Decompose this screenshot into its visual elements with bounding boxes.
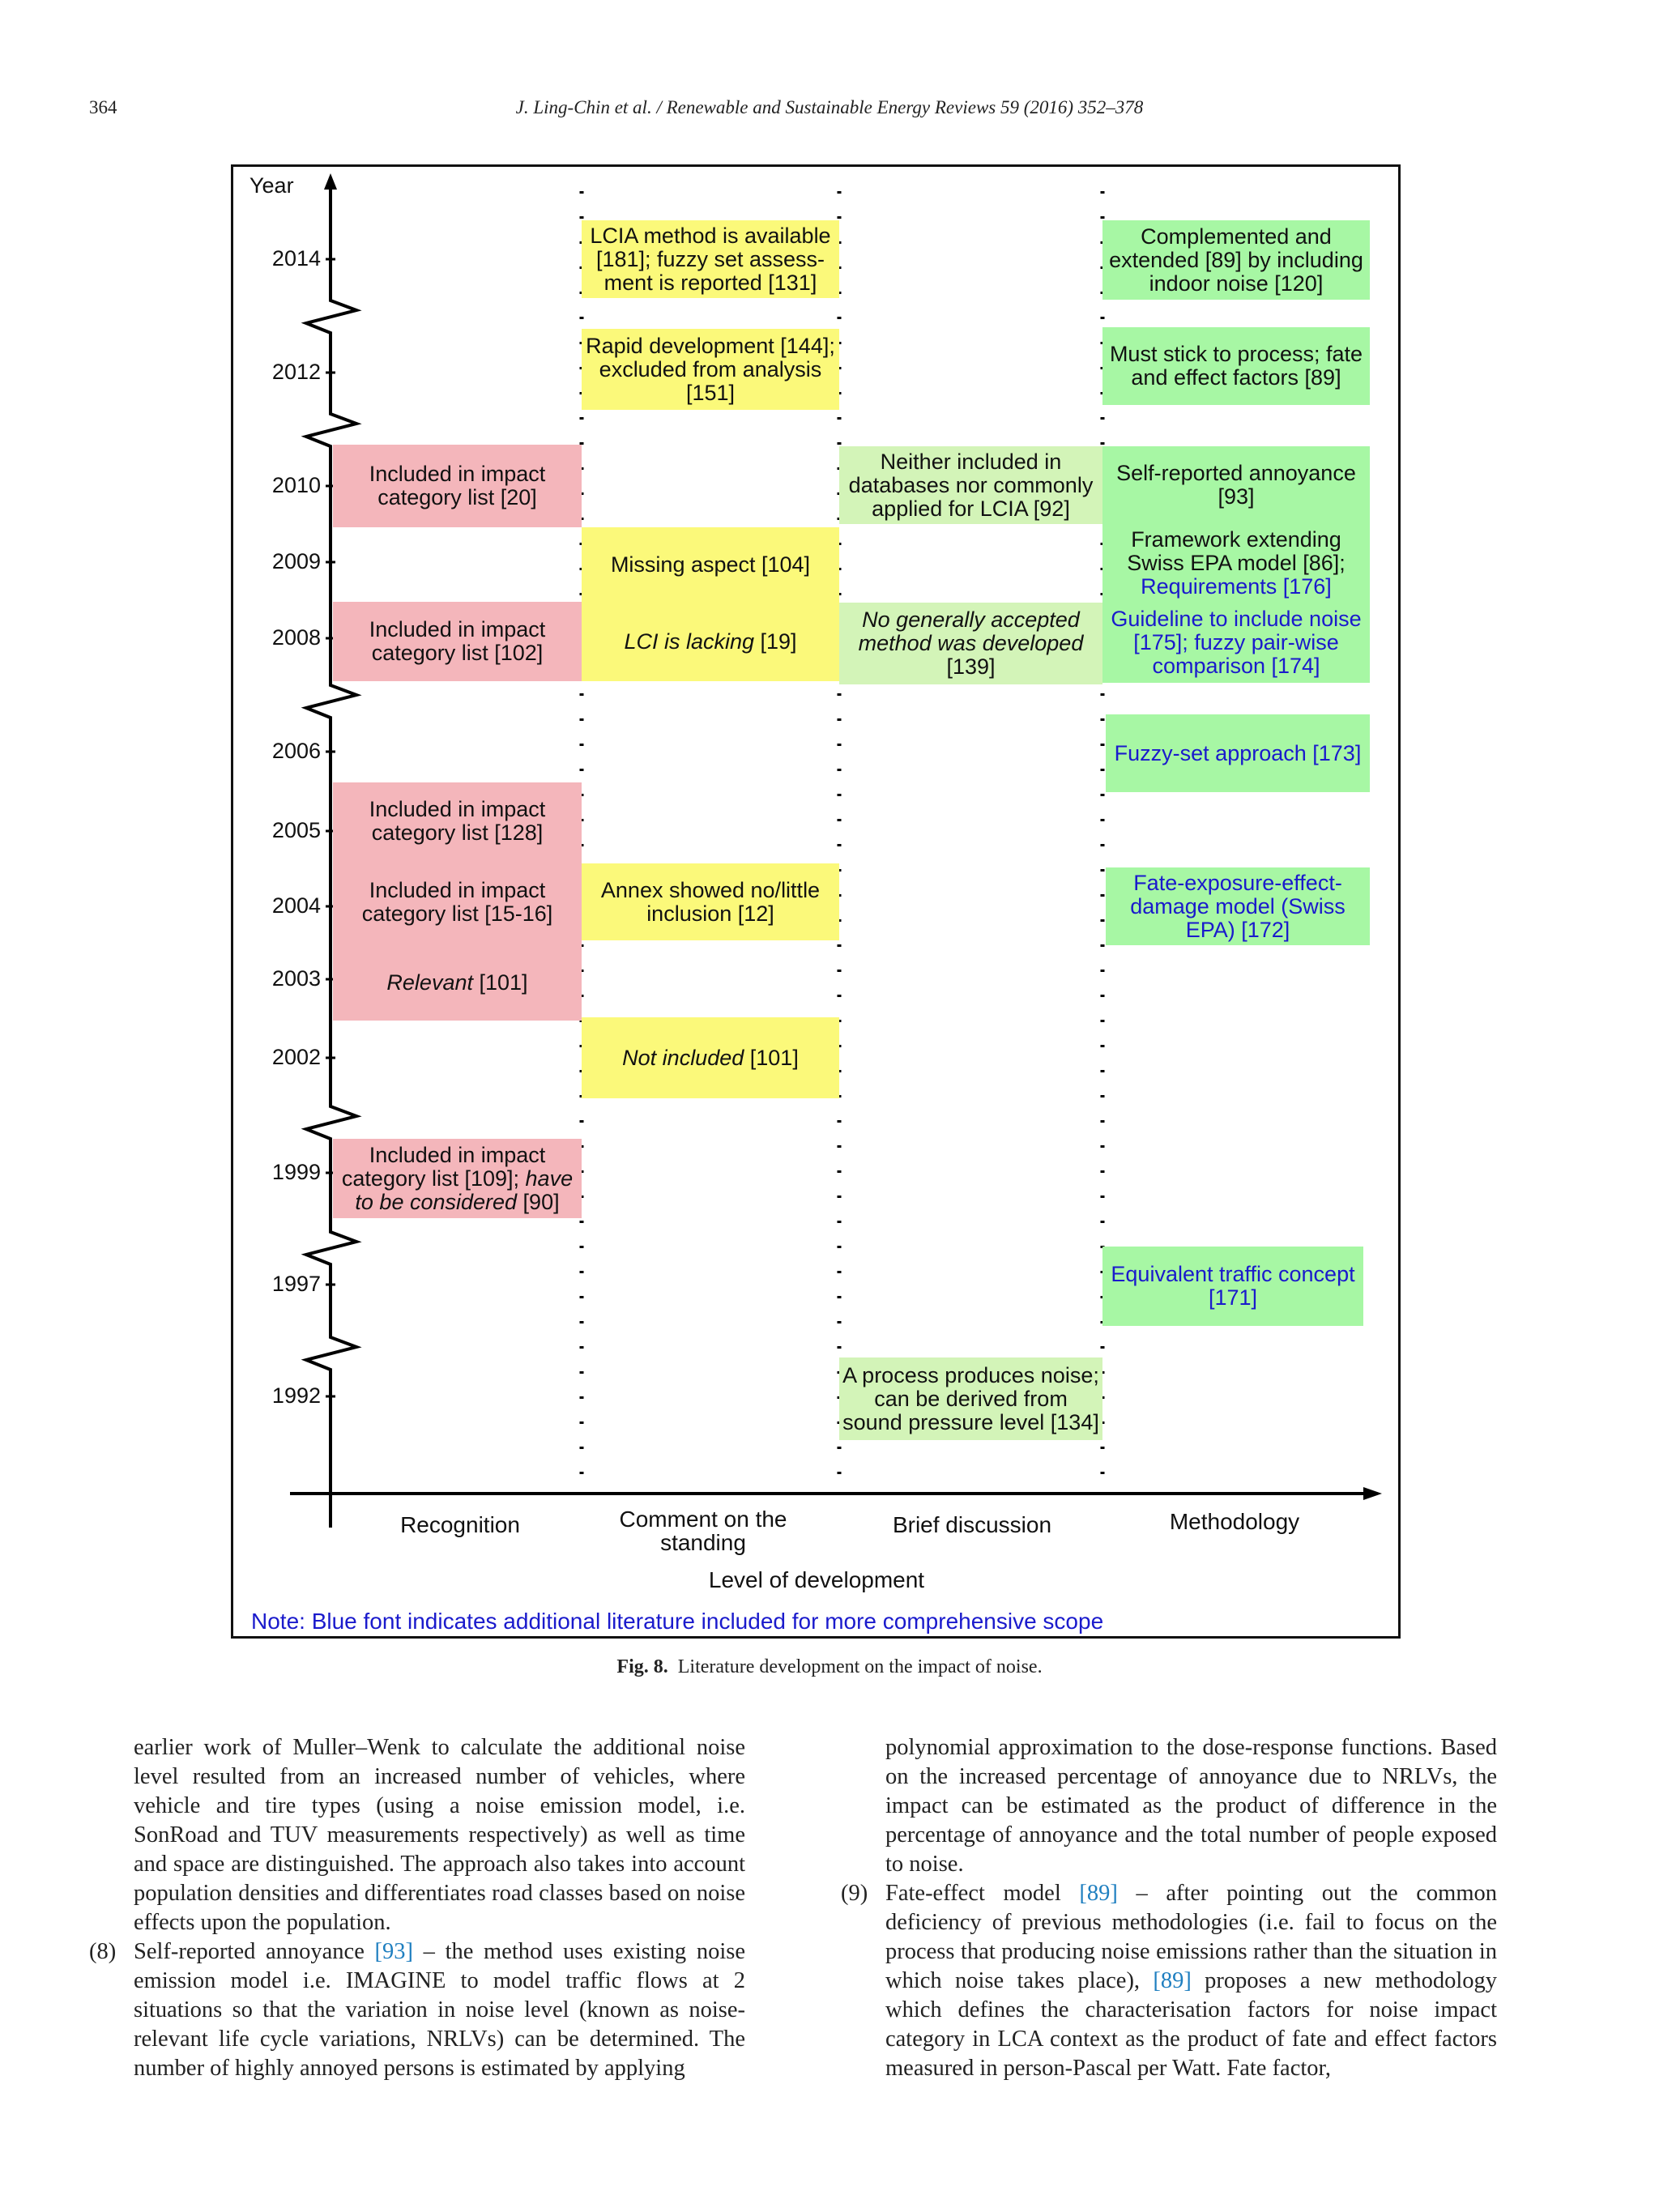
page-number: 364 bbox=[89, 97, 117, 117]
year-label: 2014 bbox=[271, 246, 321, 271]
figure-8 bbox=[231, 164, 1401, 1639]
method-2009-blue-text: Requirements [176] bbox=[1141, 573, 1332, 599]
comment-2002-ref: [101] bbox=[744, 1045, 799, 1070]
comment-2009-box: Missing aspect [104] bbox=[582, 527, 839, 602]
right-column bbox=[841, 1733, 1497, 2083]
item-text: – the method uses existing noise emission model i.e. IMAGINE to model traffic flows at 2 situations so that the variation in noise level (known as noise-relevant life cycle variations, NRLVs) can be determined. The number of highly annoyed persons is estimated by applying bbox=[134, 1939, 745, 2081]
year-label: 2002 bbox=[271, 1045, 321, 1069]
year-label: 2006 bbox=[271, 739, 321, 763]
item-number: (9) bbox=[841, 1881, 868, 1906]
method-2009-box bbox=[1102, 524, 1370, 602]
year-label: 1997 bbox=[271, 1272, 321, 1296]
recognition-1999-italic: have to be considered bbox=[355, 1166, 574, 1214]
method-2004-box: Fate-exposure-effect-damage model (Swiss EPA) [172] bbox=[1106, 867, 1370, 945]
item-text: – after pointing out the common deficiency of previous methodologies (i.e. fail to focus on the process that producing noise emissions rather than the situation in which noise takes place), bbox=[885, 1881, 1497, 1993]
recognition-2003-ref: [101] bbox=[473, 970, 528, 995]
method-2010-box: Self-reported annoyance [93] bbox=[1102, 446, 1370, 524]
list-item-9 bbox=[841, 1879, 1497, 2083]
year-label: 2003 bbox=[271, 966, 321, 991]
caption-label: Fig. 8. bbox=[616, 1656, 668, 1677]
year-label: 2012 bbox=[271, 360, 321, 384]
method-2014-box: Complemented and extended [89] by including indoor noise [120] bbox=[1102, 220, 1370, 300]
comment-2004-box: Annex showed no/little inclusion [12] bbox=[582, 863, 839, 940]
recognition-2003-box bbox=[333, 944, 582, 1021]
item-title: Self-reported annoyance bbox=[134, 1939, 375, 1964]
x-label-recognition: Recognition bbox=[400, 1512, 520, 1537]
brief-2010-box: Neither included in databases nor commonly applied for LCIA [92] bbox=[839, 446, 1102, 524]
figure-note: Note: Blue font indicates additional literature included for more comprehensive scope bbox=[251, 1609, 1104, 1634]
year-label: 2008 bbox=[271, 625, 321, 650]
citation-link[interactable]: [93] bbox=[374, 1939, 413, 1964]
x-label-comment: Comment on the standing bbox=[619, 1507, 787, 1555]
comment-2002-text: Not included bbox=[622, 1045, 744, 1070]
figure-caption bbox=[0, 1656, 1659, 1678]
year-label: 2005 bbox=[271, 818, 321, 842]
method-1997-box: Equivalent traffic concept [171] bbox=[1102, 1247, 1363, 1326]
x-axis-title: Level of development bbox=[708, 1567, 925, 1592]
year-label: 1999 bbox=[271, 1160, 321, 1184]
recognition-1999-box bbox=[333, 1139, 582, 1218]
brief-1992-box: A process produces noise; can be derived from sound pressure level [134] bbox=[839, 1357, 1102, 1440]
x-label-methodology: Methodology bbox=[1169, 1509, 1300, 1534]
caption-text: Literature development on the impact of noise. bbox=[677, 1656, 1043, 1677]
comment-2008-text: LCI is lacking bbox=[624, 629, 755, 654]
comment-2002-box bbox=[582, 1017, 839, 1098]
recognition-1999-ref: [90] bbox=[517, 1189, 560, 1214]
item-title: Fate-effect model bbox=[885, 1881, 1080, 1906]
y-axis-arrow bbox=[324, 173, 337, 190]
recognition-2010-box: Included in impact category list [20] bbox=[333, 445, 582, 527]
item-text: proposes a new methodology which defines the characterisation factors for noise impact category in LCA context as the product of fate and effect factors measured in person-Pascal per Watt. Fate factor, bbox=[885, 1968, 1497, 2081]
paragraph: polynomial approximation to the dose-response functions. Based on the increased percentage of annoyance due to NRLVs, the impact can be estimated as the product of difference in the percentage of annoyance and the total number of people exposed to noise. bbox=[885, 1735, 1497, 1877]
citation-link[interactable]: [89] bbox=[1153, 1968, 1192, 1993]
comment-2008-ref: [19] bbox=[754, 629, 797, 654]
y-axis-title: Year bbox=[249, 173, 294, 198]
comment-2014-box: LCIA method is available [181]; fuzzy set assess-ment is reported [131] bbox=[582, 220, 839, 298]
item-number: (8) bbox=[89, 1939, 117, 1964]
journal-header: J. Ling-Chin et al. / Renewable and Sustainable Energy Reviews 59 (2016) 352–378 bbox=[515, 97, 1144, 117]
recognition-2004-box: Included in impact category list [15-16] bbox=[333, 860, 582, 944]
recognition-2005-box: Included in impact category list [128] bbox=[333, 782, 582, 860]
x-label-brief: Brief discussion bbox=[892, 1512, 1052, 1537]
year-label: 2004 bbox=[271, 893, 321, 918]
brief-2008-text: No generally accepted method was developed bbox=[858, 607, 1084, 655]
citation-link[interactable]: [89] bbox=[1079, 1881, 1118, 1906]
recognition-2003-text: Relevant bbox=[386, 970, 473, 995]
year-label: 2010 bbox=[271, 473, 321, 497]
list-item-8 bbox=[89, 1937, 745, 2083]
method-2009-text: Framework extending Swiss EPA model [86]; bbox=[1127, 526, 1346, 575]
paragraph: earlier work of Muller–Wenk to calculate the additional noise level resulted from an increased number of vehicles, where vehicle and tire types (using a noise emission model, i.e. SonRoad and TUV measurements respectively) as well as time and space are distinguished. The approach also takes into account population densities and differentiates road classes based on noise effects upon the population. bbox=[134, 1735, 745, 1935]
recognition-1999-text: Included in impact category list [109]; bbox=[341, 1142, 546, 1191]
brief-2008-box bbox=[839, 603, 1102, 684]
year-label: 1992 bbox=[271, 1383, 321, 1408]
left-column bbox=[89, 1733, 745, 2083]
brief-2008-ref: [139] bbox=[946, 654, 996, 679]
method-2008-box: Guideline to include noise [175]; fuzzy pair-wise comparison [174] bbox=[1102, 602, 1370, 683]
recognition-2008-box: Included in impact category list [102] bbox=[333, 602, 582, 681]
method-2006-box: Fuzzy-set approach [173] bbox=[1106, 714, 1370, 792]
year-label: 2009 bbox=[271, 549, 321, 573]
comment-2012-box: Rapid development [144]; excluded from analysis [151] bbox=[582, 329, 839, 410]
comment-2008-box bbox=[582, 602, 839, 681]
x-axis-arrow bbox=[1363, 1487, 1382, 1500]
method-2012-box: Must stick to process; fate and effect factors [89] bbox=[1102, 327, 1370, 405]
